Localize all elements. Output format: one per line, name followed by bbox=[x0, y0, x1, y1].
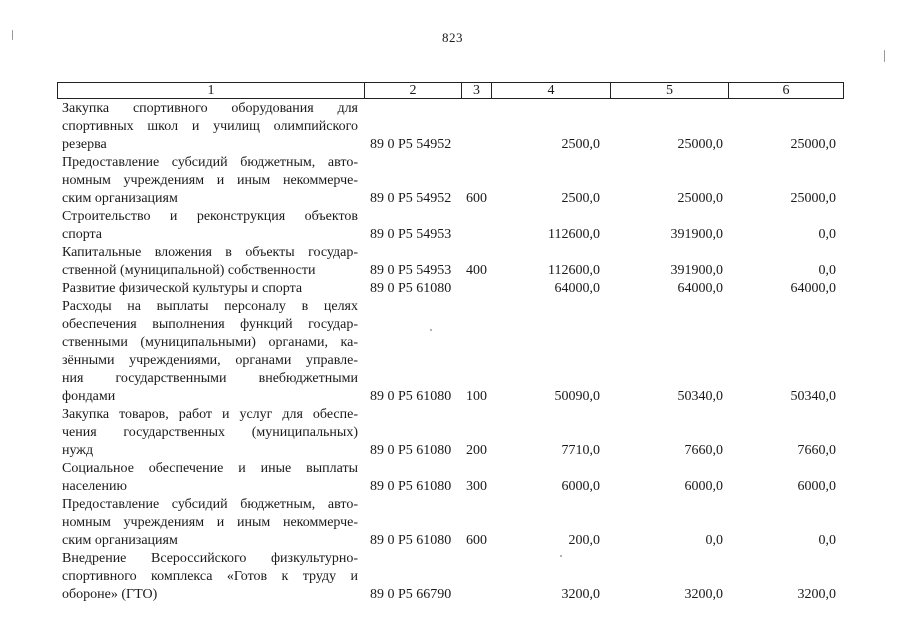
row-name bbox=[62, 208, 358, 244]
table-row bbox=[0, 100, 905, 154]
row-name-line: Развитие физической культуры и спорта bbox=[62, 281, 303, 296]
row-value-col5: 0,0 bbox=[705, 533, 723, 548]
row-name-line: спортивных школ и училищ олимпийского bbox=[62, 119, 358, 134]
row-value-col6: 3200,0 bbox=[797, 587, 836, 602]
row-value-col4: 2500,0 bbox=[561, 137, 600, 152]
row-name bbox=[62, 550, 358, 604]
row-name-line: Внедрение Всероссийского физкультурно- bbox=[62, 551, 358, 566]
row-value-col4: 6000,0 bbox=[561, 479, 600, 494]
row-value-col6: 25000,0 bbox=[790, 137, 836, 152]
row-value-col5: 64000,0 bbox=[677, 281, 723, 296]
row-name-line: номным учреждениям и иным некоммерче- bbox=[62, 173, 358, 188]
row-name-line: спортивного комплекса «Готов к труду и bbox=[62, 569, 358, 584]
row-csr-code: 89 0 Р5 54953 bbox=[370, 263, 452, 278]
row-value-col5: 25000,0 bbox=[677, 191, 723, 206]
row-value-col4: 7710,0 bbox=[561, 443, 600, 458]
row-name-line: Предоставление субсидий бюджетным, авто- bbox=[62, 497, 358, 512]
row-value-col6: 25000,0 bbox=[790, 191, 836, 206]
row-name bbox=[62, 496, 358, 550]
row-name bbox=[62, 298, 358, 406]
row-value-col6: 0,0 bbox=[818, 533, 836, 548]
row-value-col5: 391900,0 bbox=[670, 263, 723, 278]
row-name-line: Социальное обеспечение и иные выплаты bbox=[62, 461, 358, 476]
row-value-col6: 0,0 bbox=[818, 227, 836, 242]
row-name-line: чения государственных (муниципальных) bbox=[62, 425, 358, 440]
table-row bbox=[0, 550, 905, 604]
row-value-col4: 112600,0 bbox=[548, 227, 600, 242]
row-name-line: ским организациям bbox=[62, 533, 178, 548]
row-name bbox=[62, 406, 358, 460]
row-name bbox=[62, 460, 358, 496]
row-name bbox=[62, 100, 358, 154]
row-name-line: Предоставление субсидий бюджетным, авто- bbox=[62, 155, 358, 170]
row-csr-code: 89 0 Р5 61080 bbox=[370, 443, 452, 458]
row-name-line: ния государственными внебюджетными bbox=[62, 371, 358, 386]
row-value-col4: 3200,0 bbox=[561, 587, 600, 602]
row-name-line: фондами bbox=[62, 389, 116, 404]
scan-speck bbox=[430, 329, 432, 331]
row-csr-code: 89 0 Р5 54952 bbox=[370, 137, 452, 152]
table-row bbox=[0, 406, 905, 460]
row-csr-code: 89 0 Р5 61080 bbox=[370, 389, 452, 404]
row-name-line: обеспечения выполнения функций государ- bbox=[62, 317, 358, 332]
scan-speck bbox=[560, 555, 562, 557]
row-value-col5: 25000,0 bbox=[677, 137, 723, 152]
row-value-col6: 64000,0 bbox=[790, 281, 836, 296]
header-col-2: 2 bbox=[364, 83, 461, 98]
page-number: 823 bbox=[442, 30, 463, 45]
row-name-line: зёнными учреждениями, органами управле- bbox=[62, 353, 358, 368]
row-csr-code: 89 0 Р5 61080 bbox=[370, 533, 452, 548]
row-vr-code: 600 bbox=[466, 533, 487, 548]
row-name-line: населению bbox=[62, 479, 127, 494]
row-value-col4: 112600,0 bbox=[548, 263, 600, 278]
row-value-col5: 3200,0 bbox=[684, 587, 723, 602]
row-name bbox=[62, 280, 358, 298]
row-csr-code: 89 0 Р5 54952 bbox=[370, 191, 452, 206]
scan-speck bbox=[884, 50, 885, 62]
table-row bbox=[0, 208, 905, 244]
row-value-col5: 50340,0 bbox=[677, 389, 723, 404]
row-value-col5: 7660,0 bbox=[684, 443, 723, 458]
row-vr-code: 100 bbox=[466, 389, 487, 404]
row-vr-code: 600 bbox=[466, 191, 487, 206]
table-row bbox=[0, 460, 905, 496]
row-csr-code: 89 0 Р5 61080 bbox=[370, 281, 452, 296]
row-value-col4: 2500,0 bbox=[561, 191, 600, 206]
table-row bbox=[0, 244, 905, 280]
row-name-line: нужд bbox=[62, 443, 94, 458]
scan-speck bbox=[12, 30, 13, 40]
row-value-col4: 200,0 bbox=[568, 533, 600, 548]
row-vr-code: 400 bbox=[466, 263, 487, 278]
row-name-line: Капитальные вложения в объекты государ- bbox=[62, 245, 358, 260]
row-name bbox=[62, 154, 358, 208]
row-name-line: номным учреждениям и иным некоммерче- bbox=[62, 515, 358, 530]
row-name-line: обороне» (ГТО) bbox=[62, 587, 158, 602]
header-col-4: 4 bbox=[491, 83, 610, 98]
row-value-col6: 7660,0 bbox=[797, 443, 836, 458]
row-name-line: ственными (муниципальными) органами, ка- bbox=[62, 335, 358, 350]
row-value-col4: 64000,0 bbox=[554, 281, 600, 296]
row-name-line: Закупка товаров, работ и услуг для обеспе- bbox=[62, 407, 358, 422]
row-name-line: спорта bbox=[62, 227, 103, 242]
row-name-line: резерва bbox=[62, 137, 107, 152]
table-header bbox=[57, 82, 844, 99]
row-vr-code: 300 bbox=[466, 479, 487, 494]
row-name-line: Расходы на выплаты персоналу в целях bbox=[62, 299, 358, 314]
header-col-3: 3 bbox=[461, 83, 491, 98]
row-name-line: ским организациям bbox=[62, 191, 178, 206]
row-csr-code: 89 0 Р5 66790 bbox=[370, 587, 452, 602]
row-value-col5: 391900,0 bbox=[670, 227, 723, 242]
row-name bbox=[62, 244, 358, 280]
row-name-line: ственной (муниципальной) собственности bbox=[62, 263, 316, 278]
row-name-line: Строительство и реконструкция объектов bbox=[62, 209, 358, 224]
row-value-col5: 6000,0 bbox=[684, 479, 723, 494]
row-csr-code: 89 0 Р5 61080 bbox=[370, 479, 452, 494]
row-name-line: Закупка спортивного оборудования для bbox=[62, 101, 358, 116]
row-csr-code: 89 0 Р5 54953 bbox=[370, 227, 452, 242]
row-value-col6: 6000,0 bbox=[797, 479, 836, 494]
row-value-col4: 50090,0 bbox=[554, 389, 600, 404]
row-value-col6: 50340,0 bbox=[790, 389, 836, 404]
row-vr-code: 200 bbox=[466, 443, 487, 458]
header-col-5: 5 bbox=[610, 83, 728, 98]
header-col-1: 1 bbox=[207, 83, 215, 98]
table-row bbox=[0, 280, 905, 298]
table-row bbox=[0, 154, 905, 208]
table-row bbox=[0, 496, 905, 550]
header-col-6: 6 bbox=[728, 83, 843, 98]
table-row bbox=[0, 298, 905, 406]
row-value-col6: 0,0 bbox=[818, 263, 836, 278]
